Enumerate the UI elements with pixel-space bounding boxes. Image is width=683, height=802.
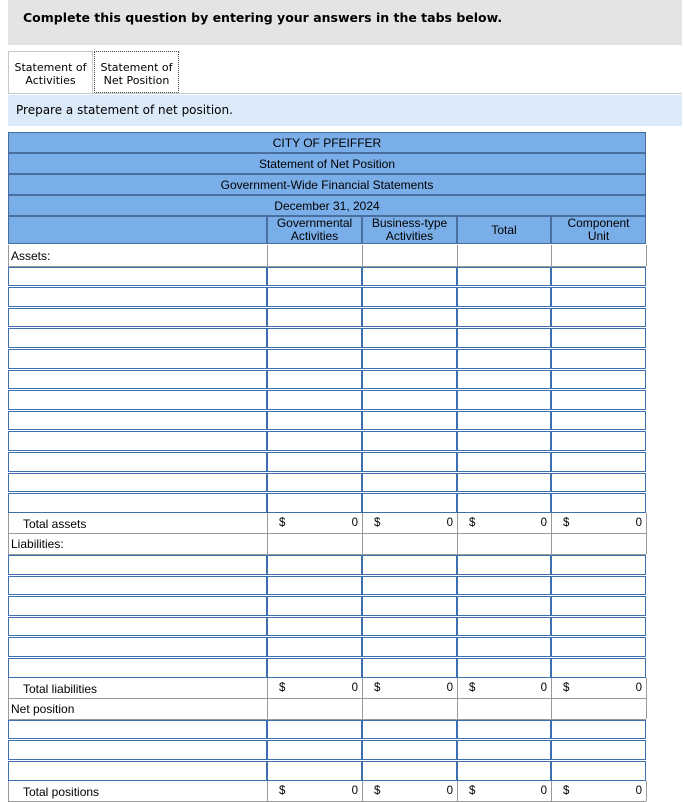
amount-input-col4[interactable]	[551, 287, 646, 307]
section-heading-row-vline	[267, 698, 268, 719]
tab-label-line1: Statement of	[100, 61, 173, 74]
amount-input-col1[interactable]	[267, 493, 362, 513]
section-heading-3: Net position	[11, 702, 75, 717]
amount-input-col2[interactable]	[362, 452, 457, 472]
total-value-col4: 0	[635, 516, 642, 529]
column-header-line1: Business-type	[371, 216, 448, 230]
amount-input-col4[interactable]	[551, 576, 646, 596]
amount-input-col1[interactable]	[267, 267, 362, 287]
instruction-banner	[8, 0, 682, 45]
line-item-label-input[interactable]	[8, 308, 267, 328]
line-item-label-input[interactable]	[8, 390, 267, 410]
total-currency-symbol: $	[469, 516, 476, 529]
section-heading-row-vline	[646, 698, 647, 719]
section-heading-row-vline	[551, 533, 552, 554]
amount-input-col4[interactable]	[551, 658, 646, 678]
section-heading-row-vline	[457, 698, 458, 719]
line-item-label-input[interactable]	[8, 637, 267, 657]
section-heading-row-vline	[646, 245, 647, 266]
amount-input-col3[interactable]	[457, 658, 551, 678]
total-value-col1: 0	[351, 784, 358, 797]
amount-input-col3[interactable]	[457, 349, 551, 369]
section-heading-row-vline	[267, 245, 268, 266]
total-currency-symbol: $	[374, 681, 381, 694]
total-row-vline	[646, 678, 647, 699]
amount-input-col1[interactable]	[267, 473, 362, 493]
amount-input-col2[interactable]	[362, 308, 457, 328]
amount-input-col3[interactable]	[457, 452, 551, 472]
amount-input-col1[interactable]	[267, 452, 362, 472]
amount-input-col4[interactable]	[551, 740, 646, 760]
total-value-col1: 0	[351, 681, 358, 694]
amount-input-col3[interactable]	[457, 720, 551, 740]
line-item-label-input[interactable]	[8, 576, 267, 596]
total-value-col2: 0	[446, 516, 453, 529]
amount-input-col4[interactable]	[551, 452, 646, 472]
total-value-col4: 0	[635, 681, 642, 694]
column-header-blank	[8, 216, 267, 244]
tab-label-line1: Statement of	[14, 61, 87, 74]
total-currency-symbol: $	[469, 681, 476, 694]
amount-input-col4[interactable]	[551, 267, 646, 287]
line-item-label-input[interactable]	[8, 328, 267, 348]
amount-input-col3[interactable]	[457, 390, 551, 410]
line-item-label-input[interactable]	[8, 411, 267, 431]
amount-input-col4[interactable]	[551, 411, 646, 431]
total-value-col2: 0	[446, 681, 453, 694]
amount-input-col4[interactable]	[551, 328, 646, 348]
total-label-1: Total assets	[23, 516, 87, 531]
total-value-col3: 0	[540, 784, 547, 797]
amount-input-col3[interactable]	[457, 411, 551, 431]
section-heading-row-vline	[457, 245, 458, 266]
total-currency-symbol: $	[563, 681, 570, 694]
amount-input-col3[interactable]	[457, 308, 551, 328]
amount-input-col4[interactable]	[551, 390, 646, 410]
amount-input-col2[interactable]	[362, 720, 457, 740]
amount-input-col1[interactable]	[267, 287, 362, 307]
amount-input-col1[interactable]	[267, 411, 362, 431]
amount-input-col4[interactable]	[551, 308, 646, 328]
amount-input-col2[interactable]	[362, 473, 457, 493]
total-currency-symbol: $	[279, 784, 286, 797]
amount-input-col1[interactable]	[267, 761, 362, 781]
section-heading-2: Liabilities:	[11, 537, 64, 552]
column-header-2	[362, 216, 457, 244]
amount-input-col2[interactable]	[362, 555, 457, 575]
amount-input-col4[interactable]	[551, 473, 646, 493]
amount-input-col1[interactable]	[267, 658, 362, 678]
line-item-label-input[interactable]	[8, 452, 267, 472]
total-currency-symbol: $	[279, 516, 286, 529]
total-currency-symbol: $	[469, 784, 476, 797]
column-header-text	[277, 217, 352, 243]
column-header-1	[267, 216, 362, 244]
column-header-3	[457, 216, 551, 244]
total-row-vline	[646, 781, 647, 802]
column-header-text	[372, 217, 447, 243]
line-item-label-input[interactable]	[8, 720, 267, 740]
amount-input-col4[interactable]	[551, 555, 646, 575]
tab-label-line2: Activities	[25, 74, 76, 87]
total-value-col3: 0	[540, 681, 547, 694]
line-item-label-input[interactable]	[8, 617, 267, 637]
total-currency-symbol: $	[279, 681, 286, 694]
amount-input-col3[interactable]	[457, 431, 551, 451]
total-row-vline	[551, 781, 552, 802]
total-value-col2: 0	[446, 784, 453, 797]
statement-title: Statement of Net Position	[8, 153, 646, 174]
total-value-col1: 0	[351, 516, 358, 529]
column-header-text	[567, 217, 629, 243]
column-header-line2: Unit	[587, 229, 610, 243]
line-item-label-input[interactable]	[8, 555, 267, 575]
section-heading-row-vline	[646, 533, 647, 554]
amount-input-col2[interactable]	[362, 370, 457, 390]
line-item-label-input[interactable]	[8, 349, 267, 369]
amount-input-col4[interactable]	[551, 596, 646, 616]
amount-input-col2[interactable]	[362, 596, 457, 616]
amount-input-col2[interactable]	[362, 267, 457, 287]
tab-label-line2: Net Position	[103, 74, 170, 87]
amount-input-col1[interactable]	[267, 596, 362, 616]
section-heading-row-vline	[551, 245, 552, 266]
amount-input-col2[interactable]	[362, 411, 457, 431]
total-row-vline	[8, 781, 9, 802]
line-item-label-input[interactable]	[8, 287, 267, 307]
amount-input-col1[interactable]	[267, 431, 362, 451]
total-label-3: Total positions	[23, 784, 100, 799]
amount-input-col1[interactable]	[267, 617, 362, 637]
total-label-2: Total liabilities	[23, 681, 98, 696]
amount-input-col2[interactable]	[362, 761, 457, 781]
amount-input-col2[interactable]	[362, 658, 457, 678]
line-item-label-input[interactable]	[8, 473, 267, 493]
amount-input-col4[interactable]	[551, 761, 646, 781]
amount-input-col4[interactable]	[551, 617, 646, 637]
column-header-line2: Activities	[385, 229, 434, 243]
total-currency-symbol: $	[563, 516, 570, 529]
total-row-vline	[267, 781, 268, 802]
total-row-vline	[267, 678, 268, 699]
amount-input-col3[interactable]	[457, 637, 551, 657]
total-row-vline	[362, 678, 363, 699]
total-value-col4: 0	[635, 784, 642, 797]
amount-input-col2[interactable]	[362, 287, 457, 307]
line-item-label-input[interactable]	[8, 267, 267, 287]
amount-input-col4[interactable]	[551, 637, 646, 657]
amount-input-col4[interactable]	[551, 370, 646, 390]
total-row-vline	[551, 513, 552, 534]
question-prompt	[8, 95, 682, 126]
total-currency-symbol: $	[374, 516, 381, 529]
total-row-vline	[457, 513, 458, 534]
amount-input-col3[interactable]	[457, 287, 551, 307]
column-header-line1: Component	[567, 216, 630, 230]
line-item-label-input[interactable]	[8, 658, 267, 678]
total-currency-symbol: $	[374, 784, 381, 797]
column-header-line2: Activities	[290, 229, 339, 243]
amount-input-col1[interactable]	[267, 637, 362, 657]
amount-input-col4[interactable]	[551, 720, 646, 740]
amount-input-col2[interactable]	[362, 328, 457, 348]
amount-input-col1[interactable]	[267, 328, 362, 348]
line-item-label-input[interactable]	[8, 370, 267, 390]
section-heading-row-vline	[8, 533, 9, 554]
statement-entity-name: CITY OF PFEIFFER	[8, 132, 646, 153]
amount-input-col1[interactable]	[267, 740, 362, 760]
section-heading-row-vline	[8, 245, 9, 266]
amount-input-col4[interactable]	[551, 431, 646, 451]
section-heading-row-vline	[8, 698, 9, 719]
amount-input-col1[interactable]	[267, 370, 362, 390]
amount-input-col4[interactable]	[551, 493, 646, 513]
amount-input-col2[interactable]	[362, 390, 457, 410]
amount-input-col1[interactable]	[267, 349, 362, 369]
amount-input-col3[interactable]	[457, 267, 551, 287]
amount-input-col2[interactable]	[362, 431, 457, 451]
section-heading-row-vline	[267, 533, 268, 554]
section-heading-1: Assets:	[11, 249, 51, 263]
amount-input-col3[interactable]	[457, 473, 551, 493]
total-row-vline	[457, 678, 458, 699]
line-item-label-input[interactable]	[8, 431, 267, 451]
total-row-vline	[362, 781, 363, 802]
column-header-line1: Total	[491, 222, 517, 237]
line-item-label-input[interactable]	[8, 493, 267, 513]
amount-input-col3[interactable]	[457, 493, 551, 513]
tab-statement-of-activities[interactable]	[8, 51, 93, 93]
total-row-vline	[8, 513, 9, 534]
amount-input-col3[interactable]	[457, 328, 551, 348]
total-row-vline	[8, 678, 9, 699]
section-heading-row-vline	[457, 533, 458, 554]
line-item-label-input[interactable]	[8, 740, 267, 760]
amount-input-col1[interactable]	[267, 555, 362, 575]
amount-input-col2[interactable]	[362, 493, 457, 513]
tab-statement-of-net-position[interactable]	[94, 51, 179, 93]
statement-subtitle: Government-Wide Financial Statements	[8, 174, 646, 195]
column-header-line1: Governmental	[276, 216, 353, 230]
amount-input-col1[interactable]	[267, 576, 362, 596]
amount-input-col2[interactable]	[362, 637, 457, 657]
total-row-vline	[267, 513, 268, 534]
amount-input-col3[interactable]	[457, 555, 551, 575]
amount-input-col3[interactable]	[457, 596, 551, 616]
amount-input-col2[interactable]	[362, 617, 457, 637]
prompt-text: Prepare a statement of net position.	[16, 103, 233, 117]
section-heading-row-vline	[362, 533, 363, 554]
total-row-vline	[362, 513, 363, 534]
amount-input-col2[interactable]	[362, 740, 457, 760]
total-row-vline	[551, 678, 552, 699]
amount-input-col3[interactable]	[457, 576, 551, 596]
tab-divider	[8, 93, 682, 94]
column-header-4	[551, 216, 646, 244]
section-heading-row-vline	[362, 698, 363, 719]
total-row-vline	[646, 513, 647, 534]
total-row-vline	[457, 781, 458, 802]
instruction-text: Complete this question by entering your answers in the tabs below.	[23, 10, 503, 25]
amount-input-col2[interactable]	[362, 349, 457, 369]
column-header-text	[491, 224, 516, 237]
amount-input-col3[interactable]	[457, 617, 551, 637]
statement-date: December 31, 2024	[8, 195, 646, 216]
line-item-label-input[interactable]	[8, 596, 267, 616]
section-heading-row-vline	[362, 245, 363, 266]
amount-input-col3[interactable]	[457, 740, 551, 760]
amount-input-col4[interactable]	[551, 349, 646, 369]
amount-input-col2[interactable]	[362, 576, 457, 596]
amount-input-col1[interactable]	[267, 720, 362, 740]
total-value-col3: 0	[540, 516, 547, 529]
amount-input-col1[interactable]	[267, 308, 362, 328]
section-heading-row-vline	[551, 698, 552, 719]
amount-input-col3[interactable]	[457, 370, 551, 390]
amount-input-col1[interactable]	[267, 390, 362, 410]
line-item-label-input[interactable]	[8, 761, 267, 781]
amount-input-col3[interactable]	[457, 761, 551, 781]
total-currency-symbol: $	[563, 784, 570, 797]
